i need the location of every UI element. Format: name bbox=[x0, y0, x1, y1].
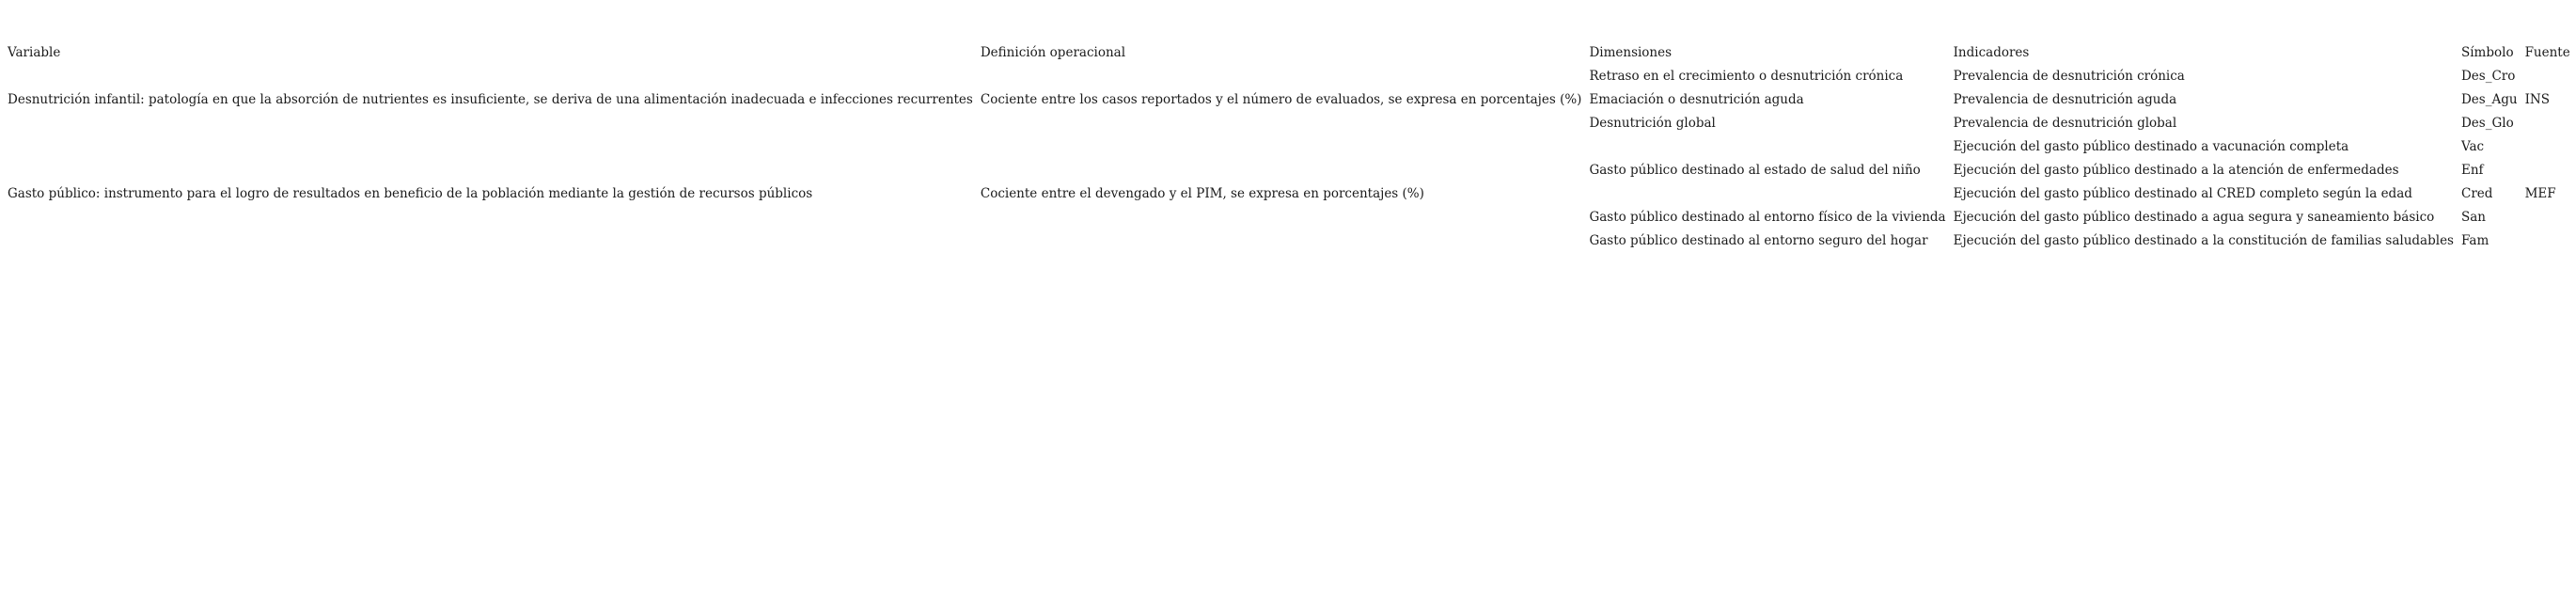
dimension-cell: Retraso en el crecimiento o desnutrición crónica bbox=[1589, 69, 1904, 84]
indicador-cell: Prevalencia de desnutrición global bbox=[1953, 116, 2177, 131]
dimension-cell: Gasto público destinado al entorno seguro del hogar bbox=[1589, 233, 1928, 248]
indicador-cell: Ejecución del gasto público destinado a la constitución de familias saludables bbox=[1953, 233, 2454, 248]
fuente-cell: MEF bbox=[2524, 186, 2556, 201]
simbolo-cell: Des_Agu bbox=[2460, 92, 2518, 107]
simbolo-cell: Fam bbox=[2460, 233, 2490, 248]
header-dimensiones: Dimensiones bbox=[1589, 45, 1673, 60]
indicador-cell: Ejecución del gasto público destinado a vacunación completa bbox=[1953, 139, 2349, 154]
variable-cell: Desnutrición infantil: patología en que la absorción de nutrientes es insuficiente, se deriva de una alimentación inadecuada e infecciones recurrentes bbox=[8, 92, 973, 107]
indicador-cell: Prevalencia de desnutrición crónica bbox=[1953, 69, 2185, 84]
variable-cell: Gasto público: instrumento para el logro de resultados en beneficio de la población mediante la gestión de recursos públicos bbox=[8, 186, 813, 201]
simbolo-cell: Des_Cro bbox=[2460, 69, 2516, 84]
dimension-cell: Desnutrición global bbox=[1589, 116, 1716, 131]
table-row bbox=[6, 135, 2576, 159]
header-fuente: Fuente bbox=[2524, 45, 2570, 60]
simbolo-cell: Des_Glo bbox=[2460, 116, 2514, 131]
indicador-cell: Ejecución del gasto público destinado al CRED completo según la edad bbox=[1953, 186, 2412, 201]
simbolo-cell: Vac bbox=[2460, 139, 2485, 154]
definicion-cell: Cociente entre el devengado y el PIM, se expresa en porcentajes (%) bbox=[980, 186, 1424, 201]
fuente-cell: INS bbox=[2524, 92, 2550, 107]
definicion-cell: Cociente entre los casos reportados y el número de evaluados, se expresa en porcentajes (%) bbox=[980, 92, 1582, 107]
simbolo-cell: San bbox=[2460, 210, 2486, 225]
dimension-cell: Emaciación o desnutrición aguda bbox=[1589, 92, 1804, 107]
header-indicadores: Indicadores bbox=[1953, 45, 2030, 60]
header-variable: Variable bbox=[8, 45, 61, 60]
table-row bbox=[6, 65, 2576, 88]
simbolo-cell: Cred bbox=[2460, 186, 2493, 201]
indicador-cell: Ejecución del gasto público destinado a agua segura y saneamiento básico bbox=[1953, 210, 2435, 225]
header-definicion: Definición operacional bbox=[980, 45, 1126, 60]
simbolo-cell: Enf bbox=[2460, 163, 2484, 178]
dimension-cell: Gasto público destinado al estado de salud del niño bbox=[1589, 163, 1921, 178]
operationalization-table bbox=[6, 41, 2576, 253]
dimension-cell: Gasto público destinado al entorno físico de la vivienda bbox=[1589, 210, 1946, 225]
header-row bbox=[6, 41, 2576, 65]
header-simbolo: Símbolo bbox=[2460, 45, 2514, 60]
indicador-cell: Ejecución del gasto público destinado a la atención de enfermedades bbox=[1953, 163, 2399, 178]
indicador-cell: Prevalencia de desnutrición aguda bbox=[1953, 92, 2177, 107]
